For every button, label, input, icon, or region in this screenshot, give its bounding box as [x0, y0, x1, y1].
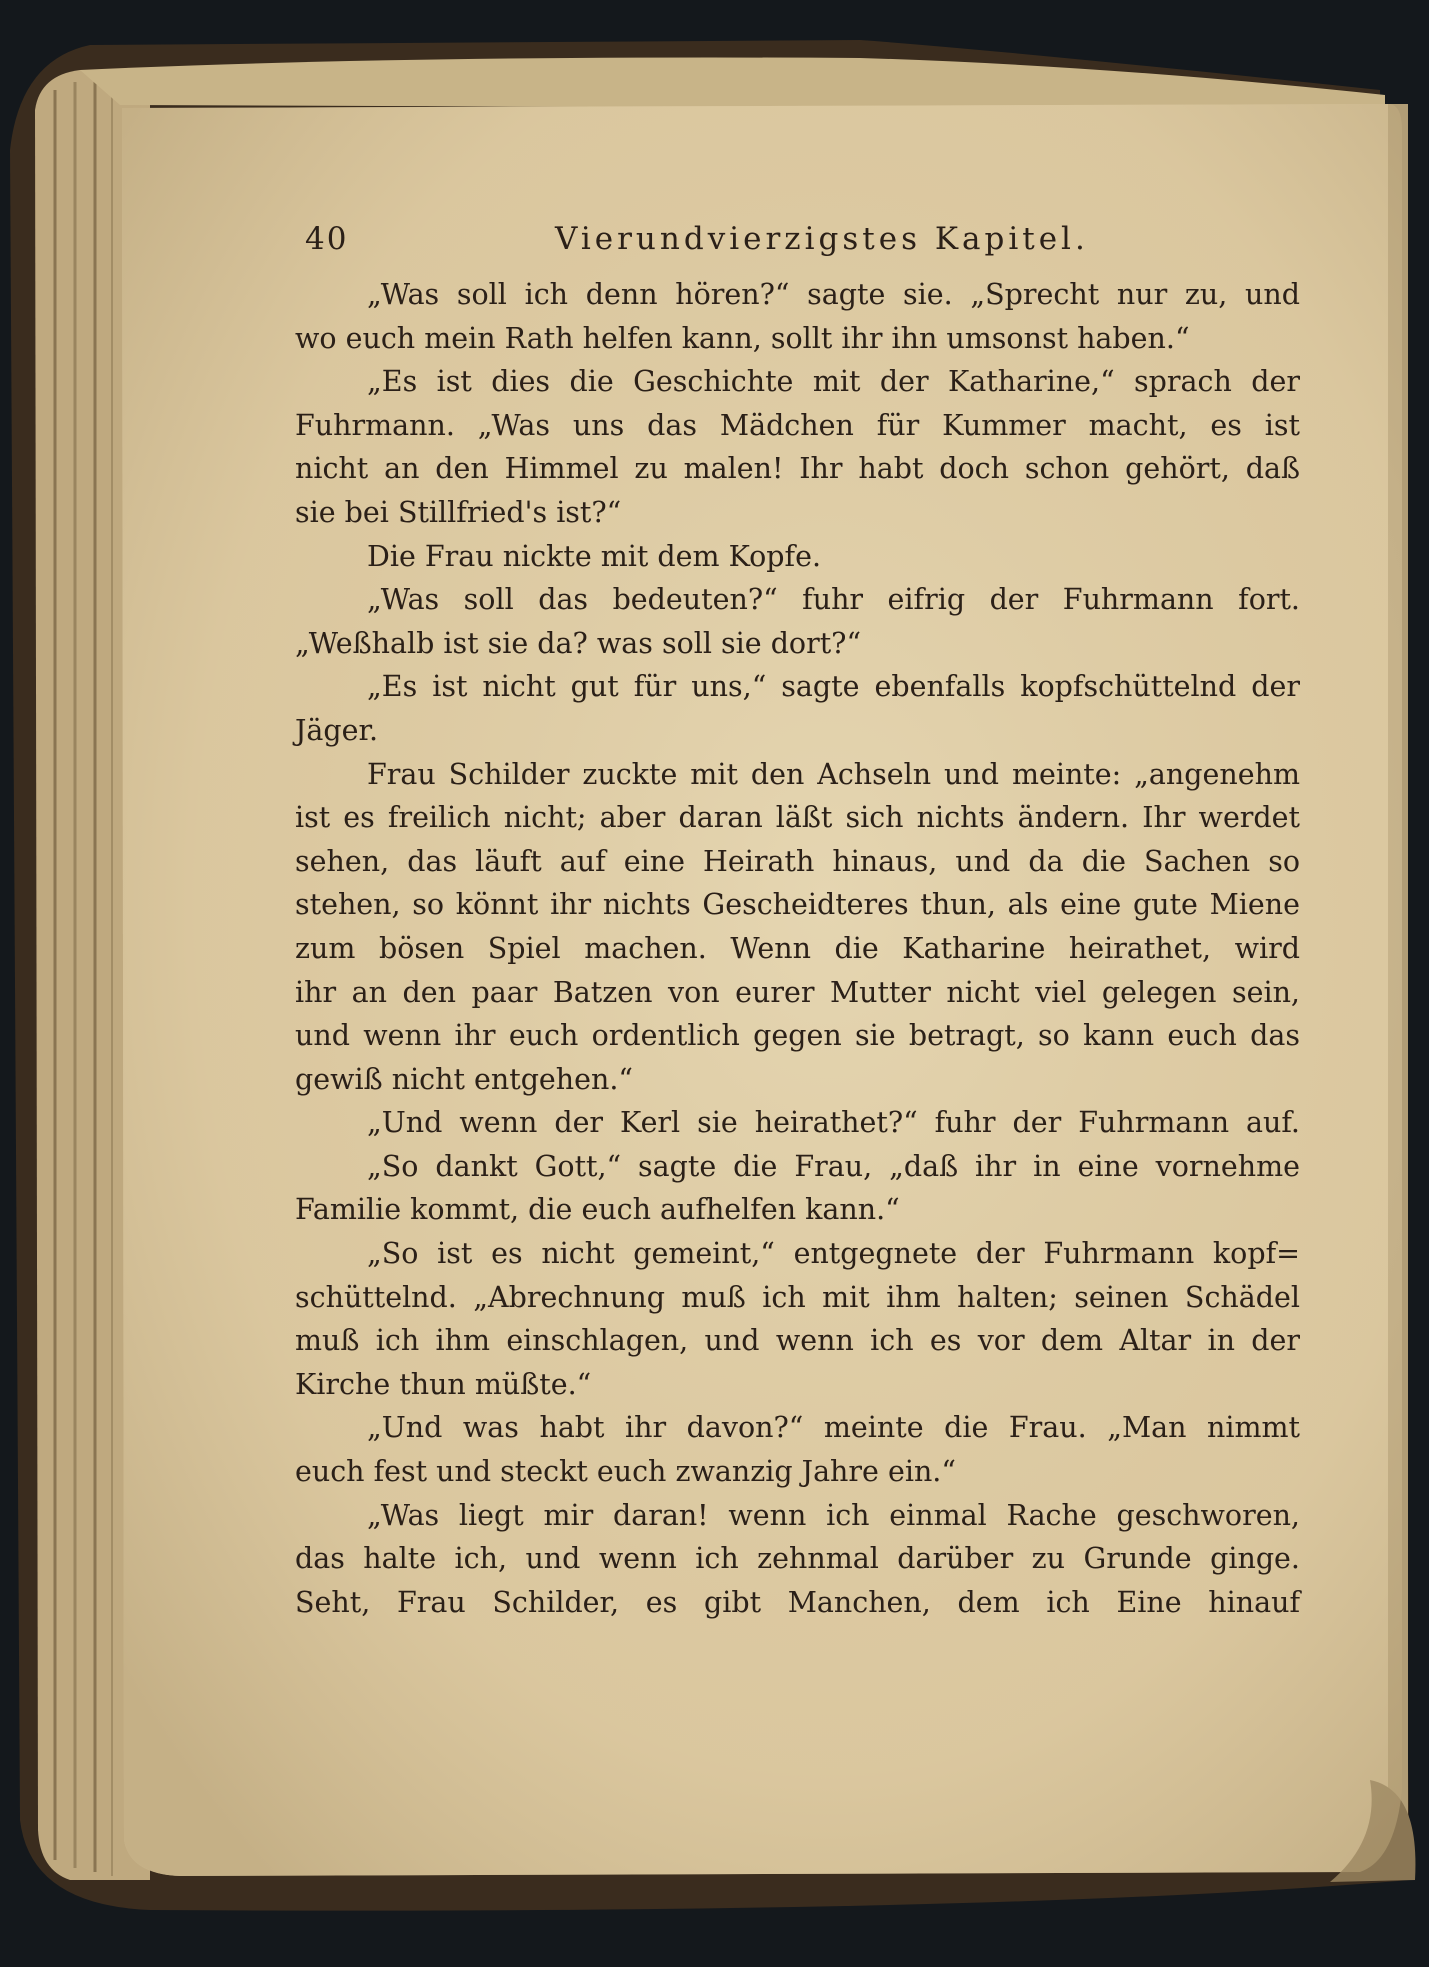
body-text [295, 273, 1300, 1624]
page-edges-top [80, 58, 1385, 111]
text-line: Frau Schilder zuckte mit den Achseln und meinte: „angenehm [367, 757, 1300, 791]
text-line: Fuhrmann. „Was uns das Mädchen für Kummer macht, es ist [295, 408, 1300, 442]
text-line: das halte ich, und wenn ich zehnmal darüber zu Grunde ginge. [295, 1542, 1300, 1576]
text-line: Jäger. [295, 713, 379, 747]
text-line: stehen, so könnt ihr nichts Gescheidteres thun, als eine gute Miene [295, 888, 1300, 922]
text-line: „Was liegt mir daran! wenn ich einmal Rache geschworen, [367, 1498, 1300, 1532]
text-line: „So dankt Gott,“ sagte die Frau, „daß ihr in eine vornehme [367, 1149, 1300, 1183]
text-line: ist es freilich nicht; aber daran läßt sich nichts ändern. Ihr werdet [295, 801, 1300, 835]
text-line: „Es ist nicht gut für uns,“ sagte ebenfalls kopfschüttelnd der [367, 670, 1300, 704]
text-line: ihr an den paar Batzen von eurer Mutter nicht viel gelegen sein, [295, 975, 1300, 1009]
text-line: schüttelnd. „Abrechnung muß ich mit ihm halten; seinen Schädel [295, 1280, 1300, 1314]
text-line: Seht, Frau Schilder, es gibt Manchen, dem ich Eine hinauf [295, 1585, 1300, 1619]
text-line: euch fest und steckt euch zwanzig Jahre ein.“ [295, 1455, 956, 1489]
text-line: sie bei Stillfried's ist?“ [295, 495, 622, 529]
text-line: „Weßhalb ist sie da? was soll sie dort?“ [295, 626, 862, 660]
text-line: sehen, das läuft auf eine Heirath hinaus, und da die Sachen so [295, 844, 1300, 878]
text-line: Kirche thun müßte.“ [295, 1367, 592, 1401]
text-line: muß ich ihm einschlagen, und wenn ich es vor dem Altar in der [295, 1324, 1300, 1358]
text-line: gewiß nicht entgehen.“ [295, 1062, 634, 1096]
chapter-title: Vierundvierzigstes Kapitel. [555, 221, 1089, 257]
page-number: 40 [305, 221, 349, 257]
running-head [295, 215, 1300, 273]
text-line: „So ist es nicht gemeint,“ entgegnete der Fuhrmann kopf= [367, 1237, 1300, 1271]
text-line: zum bösen Spiel machen. Wenn die Katharine heirathet, wird [295, 931, 1300, 965]
text-line: Die Frau nickte mit dem Kopfe. [367, 539, 822, 573]
text-line: „Es ist dies die Geschichte mit der Katharine,“ sprach der [367, 365, 1300, 399]
text-line: und wenn ihr euch ordentlich gegen sie betragt, so kann euch das [295, 1019, 1300, 1053]
text-line: nicht an den Himmel zu malen! Ihr habt doch schon gehört, daß [295, 452, 1300, 486]
text-line: „Was soll ich denn hören?“ sagte sie. „Sprecht nur zu, und [367, 278, 1300, 311]
text-line: Familie kommt, die euch aufhelfen kann.“ [295, 1193, 900, 1227]
text-line: „Und wenn der Kerl sie heirathet?“ fuhr der Fuhrmann auf. [367, 1106, 1300, 1140]
page-text-block [295, 215, 1300, 1624]
text-line: wo euch mein Rath helfen kann, sollt ihr ihn umsonst haben.“ [295, 321, 1190, 355]
text-line: „Und was habt ihr davon?“ meinte die Frau. „Man nimmt [367, 1411, 1300, 1445]
text-line: „Was soll das bedeuten?“ fuhr eifrig der Fuhrmann fort. [367, 583, 1300, 617]
